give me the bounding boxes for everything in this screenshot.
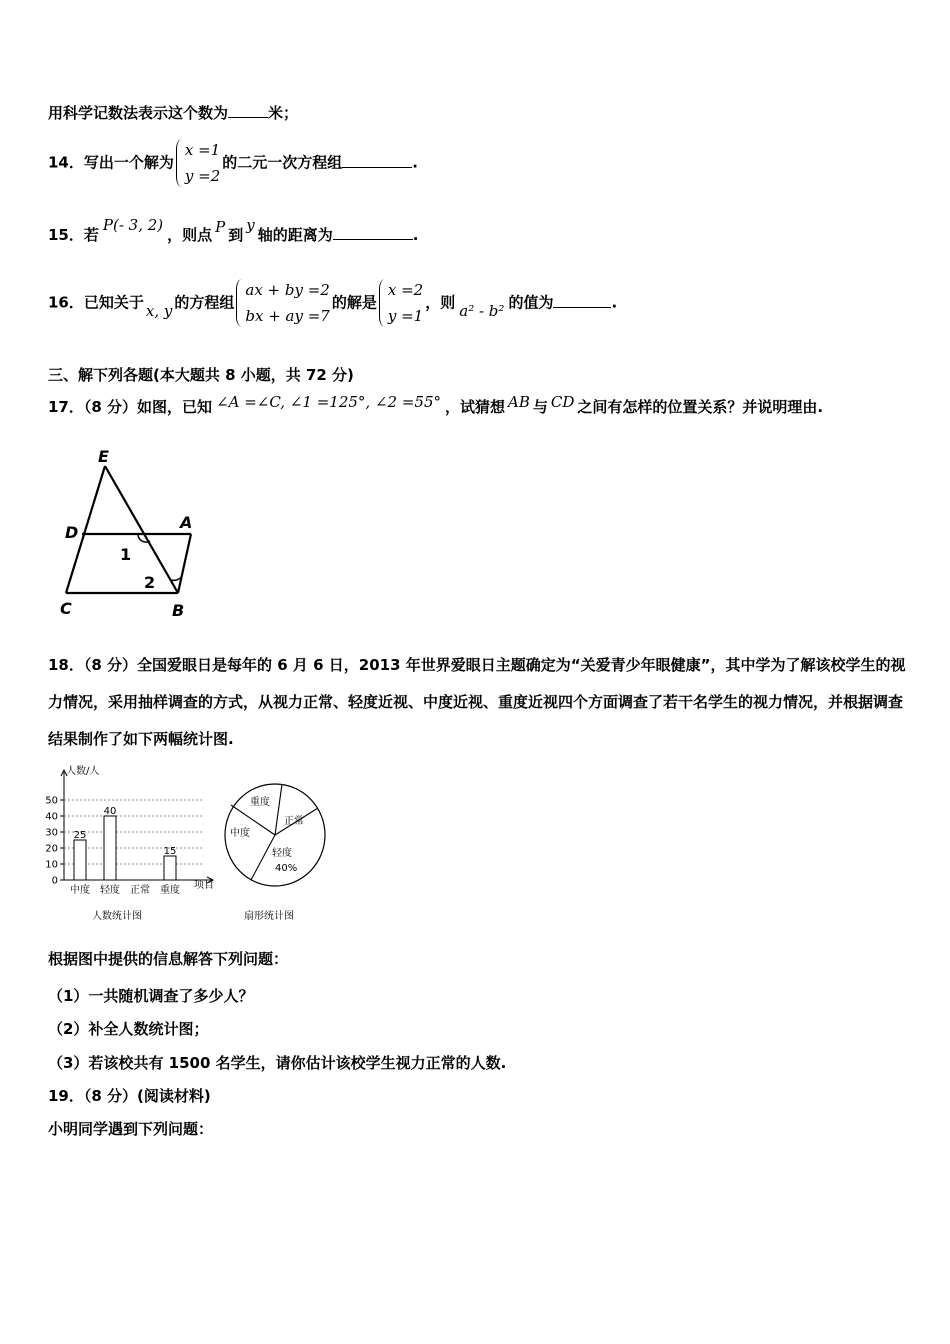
bar-xlabel: 项目 xyxy=(194,880,214,891)
bar xyxy=(104,816,116,880)
q16-expr: a² - b² xyxy=(459,301,505,320)
q15-y: y xyxy=(246,216,255,234)
q17-score: （8 分） xyxy=(83,398,138,416)
q17-cd: CD xyxy=(550,393,575,411)
label-angle-2: 2 xyxy=(144,573,156,592)
section-3-heading: 三、解下列各题(本大题共 8 小题，共 72 分) xyxy=(48,366,354,384)
bar-y-tick-label: 20 xyxy=(45,843,58,855)
bar-category-label: 中度 xyxy=(70,885,90,896)
sub-question-1: （1）一共随机调查了多少人？ xyxy=(48,987,254,1005)
bar-y-tick-label: 50 xyxy=(45,795,58,807)
pie-label-normal: 正常 xyxy=(284,816,304,827)
q14-number: 14． xyxy=(48,153,84,172)
q16-sol2: y =1 xyxy=(387,307,424,325)
pie-label-moderate: 中度 xyxy=(230,828,250,839)
pie-annotation: 40% xyxy=(275,863,298,874)
after-chart-prompt: 根据图中提供的信息解答下列问题： xyxy=(48,950,289,968)
question-14 xyxy=(48,137,418,189)
line-ab xyxy=(178,534,191,593)
q17-t1: 如图，已知 xyxy=(137,398,213,416)
label-angle-1: 1 xyxy=(120,545,132,564)
bar-y-tick-label: 0 xyxy=(51,875,58,887)
q16-t4: ，则 xyxy=(425,293,456,312)
q16-number: 16． xyxy=(48,293,84,312)
q17-condition: ∠A =∠C, ∠1 =125°, ∠2 =55° xyxy=(216,393,441,411)
bar-category-label: 轻度 xyxy=(100,885,120,896)
sci-text: 用科学记数法表示这个数为 xyxy=(48,104,229,122)
q14-pre: 写出一个解为 xyxy=(83,153,174,172)
q16-t3: 的解是 xyxy=(331,293,377,312)
sub-question-3: （3）若该校共有 1500 名学生，请你估计该校学生视力正常的人数. xyxy=(48,1054,507,1072)
pie-label-mild: 轻度 xyxy=(272,848,292,859)
q16-t2: 的方程组 xyxy=(174,293,235,312)
pie-chart xyxy=(222,778,332,924)
q15-p: P xyxy=(215,218,226,236)
q19-score: （8 分） xyxy=(83,1087,138,1105)
q15-t4: 轴的距离为 xyxy=(257,226,333,244)
label-d: D xyxy=(65,523,79,542)
q14-solution-system xyxy=(176,137,220,189)
answer-blank xyxy=(228,103,268,118)
q19-intro: 小明同学遇到下列问题： xyxy=(48,1120,214,1138)
q14-end: . xyxy=(412,153,418,172)
q16-blank xyxy=(553,293,611,308)
q16-solution-system xyxy=(379,277,423,329)
bar-value-label: 25 xyxy=(73,830,87,841)
q16-sol1: x =2 xyxy=(387,281,424,299)
q18-number: 18． xyxy=(48,656,84,674)
q18-score: （8 分） xyxy=(83,656,138,674)
q16-end: . xyxy=(611,293,618,312)
line-eb xyxy=(105,466,178,593)
q16-eq1: ax + by =2 xyxy=(245,281,330,299)
q15-number: 15． xyxy=(48,226,84,244)
q17-ab: AB xyxy=(508,393,530,411)
bar xyxy=(164,856,176,880)
bar-y-tick-label: 10 xyxy=(45,859,58,871)
q15-point: P(- 3, 2) xyxy=(102,216,164,234)
q16-t5: 的值为 xyxy=(508,293,554,312)
question-18 xyxy=(48,647,910,758)
q16-equation-system xyxy=(236,277,329,329)
bar-ylabel: 人数/人 xyxy=(66,766,100,777)
bar-y-tick-label: 30 xyxy=(45,827,58,839)
label-a: A xyxy=(180,513,193,532)
sci-notation-line xyxy=(48,102,298,123)
question-15 xyxy=(48,216,419,245)
q14-row2: y =2 xyxy=(184,167,221,185)
q15-t2: ，则点 xyxy=(167,226,213,244)
sub-question-2: （2）补全人数统计图； xyxy=(48,1020,209,1038)
bar-title: 人数统计图 xyxy=(92,911,142,922)
q17-number: 17． xyxy=(48,398,84,416)
q19-text: (阅读材料) xyxy=(137,1087,211,1105)
label-e: E xyxy=(98,448,109,466)
q15-blank xyxy=(333,225,413,240)
question-16 xyxy=(48,277,617,329)
q14-post: 的二元一次方程组 xyxy=(222,153,343,172)
label-b: B xyxy=(172,601,185,620)
sci-end: 米； xyxy=(268,104,299,122)
q15-t1: 若 xyxy=(83,226,99,244)
bar-category-label: 重度 xyxy=(160,885,180,896)
label-c: C xyxy=(60,599,72,618)
bar-category-label: 正常 xyxy=(130,885,150,896)
q15-end: . xyxy=(412,226,419,244)
question-17 xyxy=(48,393,824,417)
question-19 xyxy=(48,1085,211,1106)
q18-text: 全国爱眼日是每年的 6 月 6 日，2013 年世界爱眼日主题确定为“关爱青少年眼健康”，其中学为了解该校学生的视力情况，采用抽样调查的方式，从视力正常、轻度近视、中度近视、重度近视四个方面调查了若干名学生的视力情况，并根据调查结果制作了如下两幅统计图. xyxy=(48,656,906,748)
bar xyxy=(74,840,86,880)
q14-blank xyxy=(342,153,412,168)
pie-title: 扇形统计图 xyxy=(244,911,294,922)
q17-t4: 之间有怎样的位置关系？并说明理由. xyxy=(577,398,824,416)
bar-y-tick-label: 40 xyxy=(45,811,58,823)
pie-divider-1 xyxy=(275,784,282,835)
q17-geometry-figure xyxy=(58,448,208,623)
q15-t3: 到 xyxy=(228,226,244,244)
q16-t1: 已知关于 xyxy=(83,293,144,312)
q14-row1: x =1 xyxy=(184,141,221,159)
pie-label-severe: 重度 xyxy=(250,797,270,808)
bar-chart xyxy=(42,764,224,926)
q17-t3: 与 xyxy=(532,398,548,416)
bar-value-label: 40 xyxy=(103,806,117,817)
q16-eq2: bx + ay =7 xyxy=(245,307,330,325)
bar-value-label: 15 xyxy=(163,846,177,857)
q17-t2: ，试猜想 xyxy=(445,398,506,416)
q16-vars: x, y xyxy=(145,301,173,320)
q19-number: 19． xyxy=(48,1087,84,1105)
